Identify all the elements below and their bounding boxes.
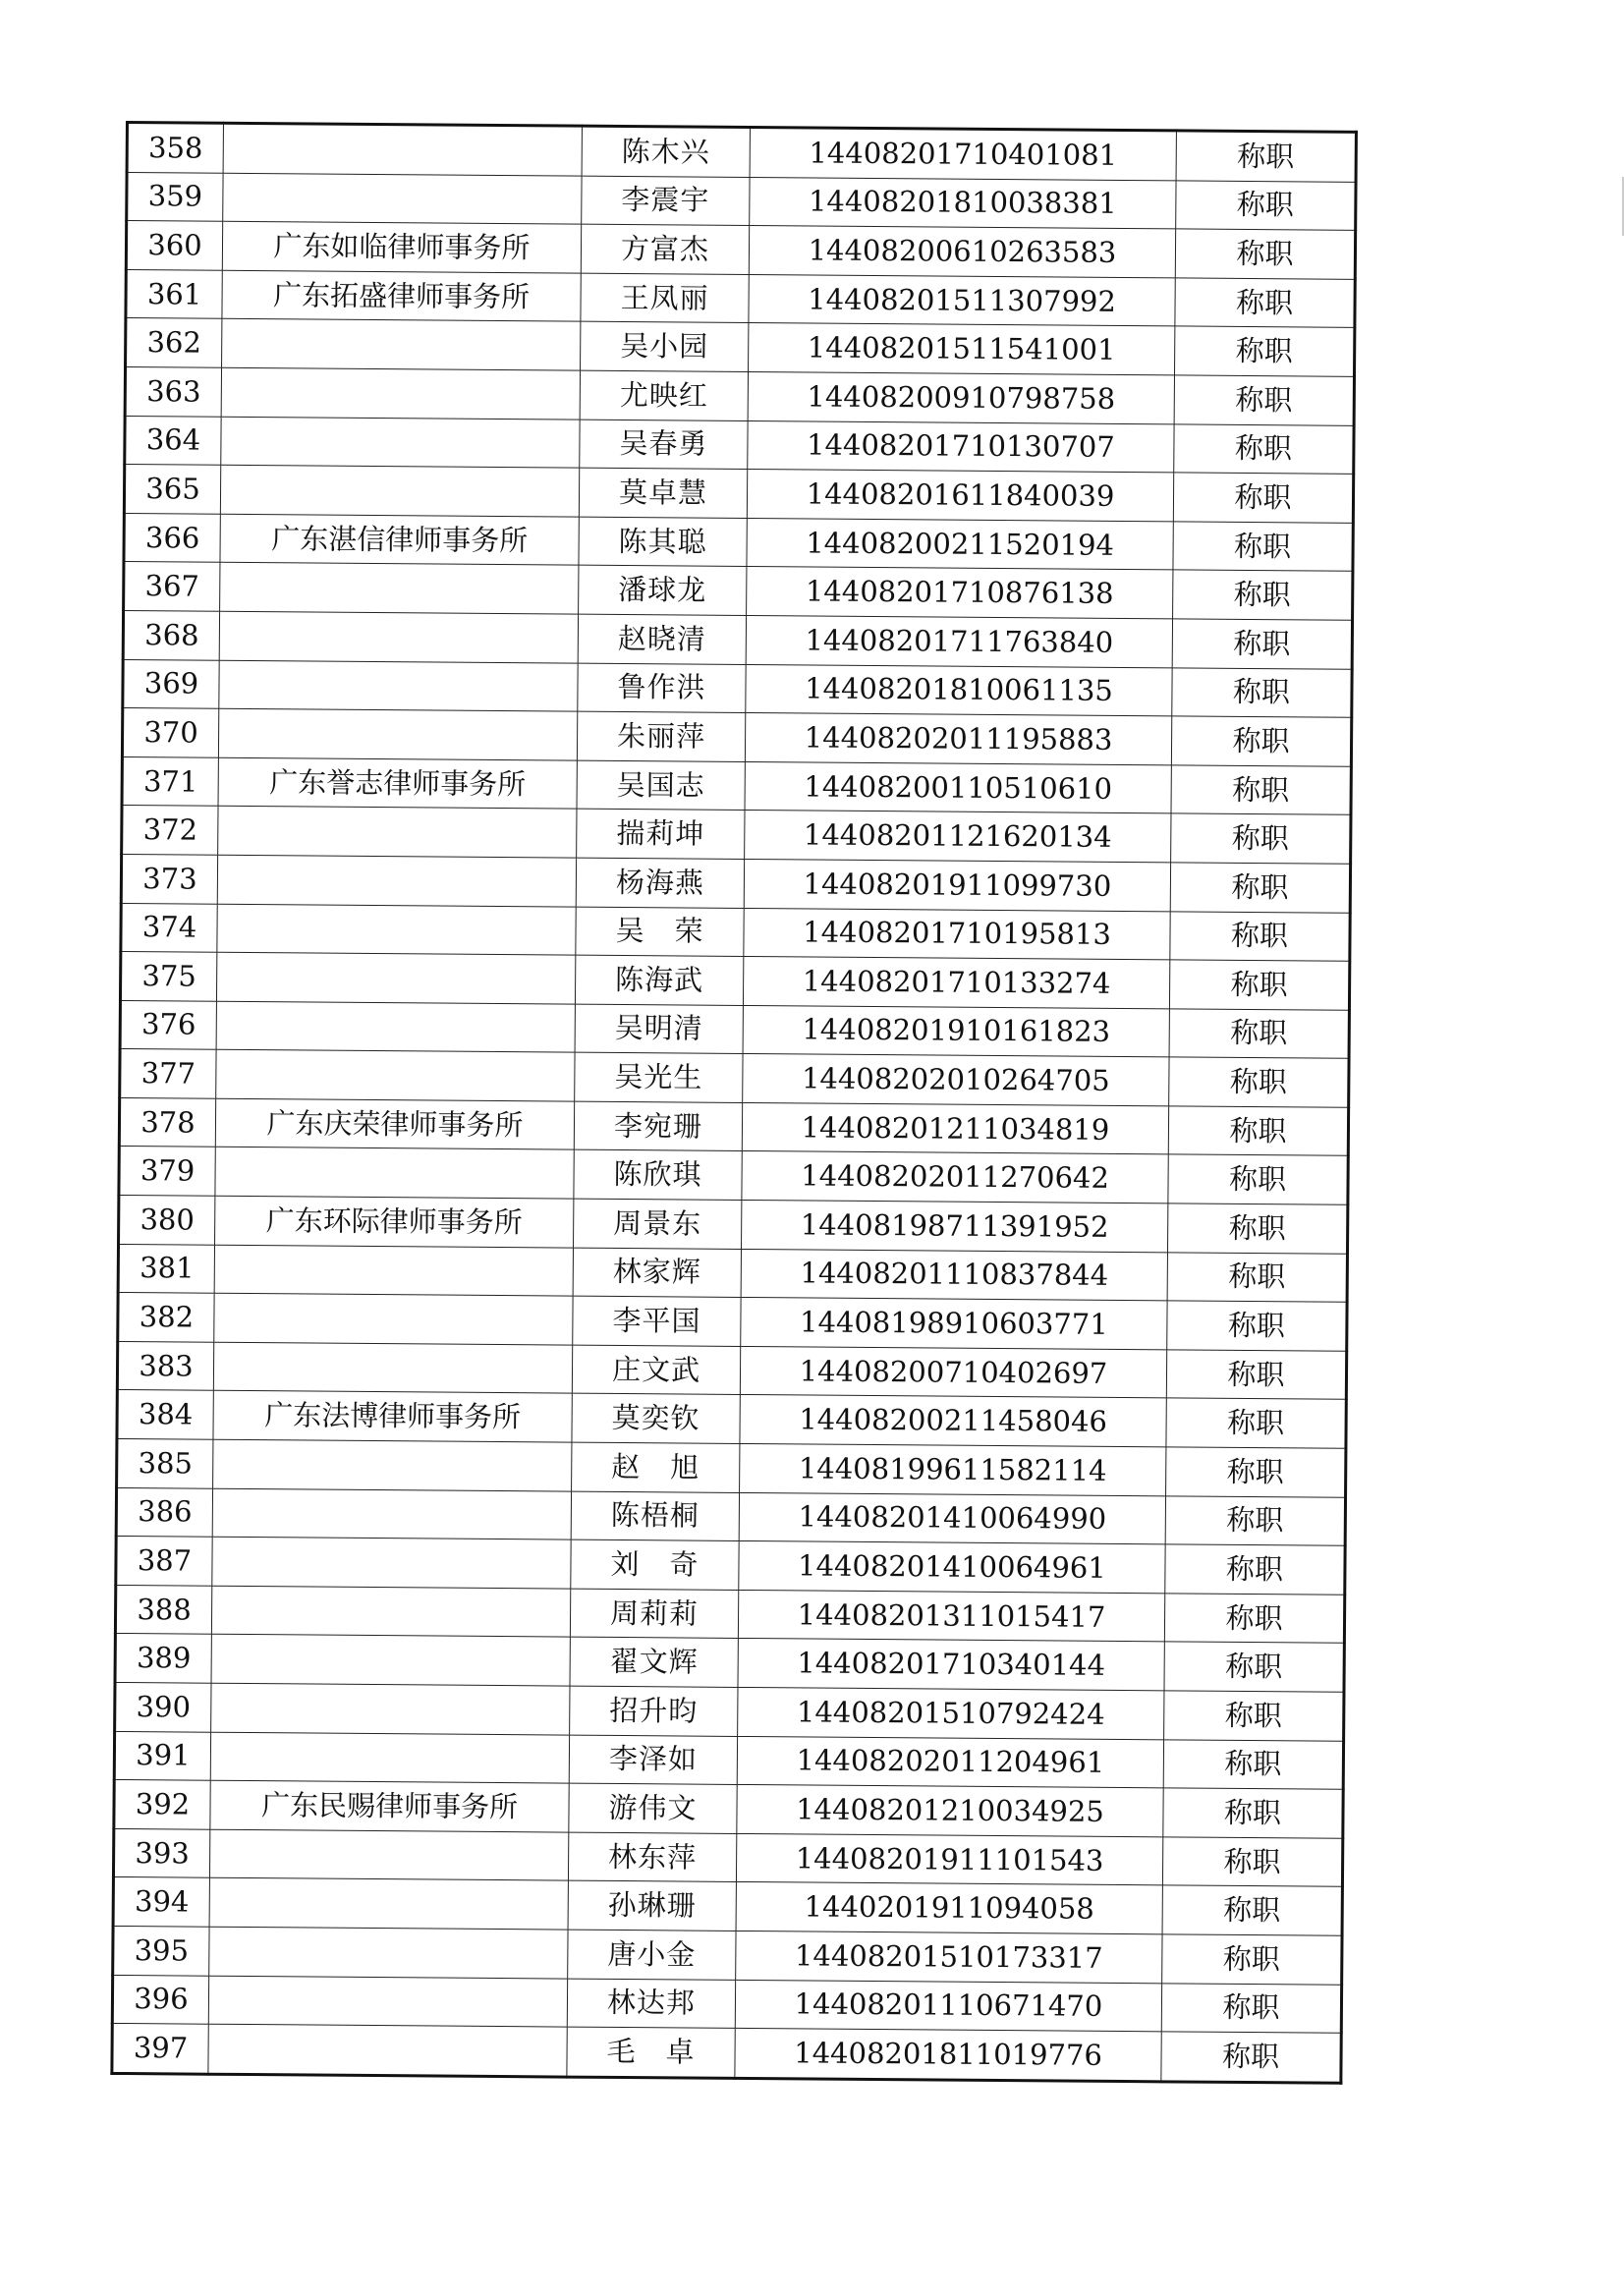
license-number: 14408201121620134 <box>745 811 1171 863</box>
lawyer-name: 陈海武 <box>575 955 743 1005</box>
evaluation-result: 称职 <box>1166 1447 1346 1497</box>
row-number: 368 <box>123 610 219 659</box>
license-number: 14408200610263583 <box>749 226 1175 278</box>
lawyer-name: 莫卓慧 <box>579 468 747 518</box>
law-firm-name <box>223 173 582 224</box>
row-number: 374 <box>121 903 217 952</box>
row-number: 367 <box>124 562 220 611</box>
lawyer-name: 唐小金 <box>568 1930 736 1980</box>
row-number: 364 <box>125 416 221 465</box>
license-number: 14408202011195883 <box>745 713 1171 765</box>
row-number: 387 <box>116 1537 212 1586</box>
law-firm-name <box>214 1245 573 1296</box>
lawyer-name: 招升昀 <box>570 1686 738 1736</box>
row-number: 389 <box>115 1634 211 1683</box>
row-number: 383 <box>117 1341 213 1390</box>
lawyer-name: 林达邦 <box>567 1979 735 2029</box>
license-number: 14408201911101543 <box>736 1833 1162 1885</box>
lawyer-name: 王凤丽 <box>581 273 749 323</box>
lawyer-name: 吴 荣 <box>576 907 744 957</box>
law-firm-name <box>211 1635 570 1686</box>
license-number: 14408201710876138 <box>747 567 1173 619</box>
lawyer-name: 林东萍 <box>568 1832 736 1882</box>
law-firm-name <box>218 807 577 858</box>
evaluation-result: 称职 <box>1171 716 1351 766</box>
lawyer-name: 吴国志 <box>577 760 745 811</box>
license-number: 14408201410064990 <box>739 1492 1165 1544</box>
evaluation-result: 称职 <box>1169 1057 1349 1107</box>
evaluation-result: 称职 <box>1171 813 1351 864</box>
lawyer-name: 李宛珊 <box>574 1101 742 1151</box>
lawyer-name: 陈欣琪 <box>574 1150 742 1201</box>
lawyer-name: 吴光生 <box>575 1052 743 1102</box>
evaluation-result: 称职 <box>1175 278 1355 328</box>
license-number: 14408201710340144 <box>738 1639 1164 1691</box>
license-number: 14408201710401081 <box>750 127 1176 180</box>
evaluation-result: 称职 <box>1168 1154 1348 1204</box>
row-number: 381 <box>118 1244 214 1293</box>
lawyer-name: 朱丽萍 <box>577 711 745 761</box>
law-firm-name: 广东民赐律师事务所 <box>210 1780 569 1831</box>
license-number: 14408201210034925 <box>737 1785 1163 1837</box>
evaluation-result: 称职 <box>1172 667 1352 717</box>
lawyer-name: 潘球龙 <box>579 565 747 615</box>
lawyer-name: 李平国 <box>573 1296 741 1346</box>
evaluation-result: 称职 <box>1161 2032 1341 2083</box>
row-number: 372 <box>122 806 218 855</box>
evaluation-result: 称职 <box>1169 1009 1349 1059</box>
row-number: 391 <box>114 1731 210 1780</box>
evaluation-result: 称职 <box>1173 473 1353 523</box>
law-firm-name <box>213 1439 572 1490</box>
license-number: 14408201711763840 <box>746 615 1172 667</box>
lawyer-name: 莫奕钦 <box>572 1394 740 1444</box>
lawyer-name: 揣莉坤 <box>577 809 745 859</box>
law-firm-name <box>212 1488 571 1539</box>
row-number: 385 <box>117 1439 213 1488</box>
row-number: 394 <box>113 1877 209 1927</box>
lawyer-name: 陈其聪 <box>579 517 747 567</box>
lawyer-name: 陈木兴 <box>582 126 750 177</box>
evaluation-result: 称职 <box>1174 375 1354 425</box>
row-number: 393 <box>113 1828 209 1877</box>
row-number: 378 <box>119 1097 215 1147</box>
law-firm-name <box>216 952 575 1003</box>
lawyer-name: 陈梧桐 <box>571 1491 739 1541</box>
license-number: 14408200710402697 <box>740 1346 1166 1398</box>
row-number: 370 <box>122 708 218 757</box>
evaluation-result: 称职 <box>1164 1691 1344 1741</box>
row-number: 386 <box>116 1487 212 1537</box>
law-firm-name <box>219 660 578 711</box>
evaluation-result: 称职 <box>1169 960 1349 1010</box>
license-number: 14408201511307992 <box>749 274 1175 326</box>
license-number: 14408201611840039 <box>747 470 1173 522</box>
license-number: 14408201110837844 <box>741 1249 1167 1301</box>
row-number: 382 <box>118 1293 214 1342</box>
lawyer-name: 赵晓清 <box>578 614 746 664</box>
license-number: 14408201510792424 <box>738 1687 1164 1739</box>
law-firm-name <box>208 1976 567 2027</box>
law-firm-name <box>216 1001 575 1052</box>
law-firm-name <box>218 708 577 759</box>
law-firm-name <box>223 123 582 175</box>
law-firm-name <box>221 367 580 419</box>
row-number: 384 <box>117 1390 213 1439</box>
evaluation-result: 称职 <box>1163 1739 1343 1789</box>
lawyer-name: 杨海燕 <box>576 858 744 908</box>
law-firm-name <box>217 855 576 906</box>
row-number: 396 <box>112 1975 208 2024</box>
license-number: 14408198910603771 <box>741 1298 1167 1350</box>
license-number: 14408201511541001 <box>749 323 1175 375</box>
evaluation-result: 称职 <box>1171 765 1351 815</box>
evaluation-result: 称职 <box>1162 1837 1342 1887</box>
lawyer-name: 毛 卓 <box>567 2027 735 2078</box>
evaluation-result: 称职 <box>1164 1642 1344 1692</box>
evaluation-result: 称职 <box>1168 1106 1348 1156</box>
evaluation-result: 称职 <box>1170 911 1350 961</box>
lawyer-name: 吴明清 <box>575 1004 743 1054</box>
license-number: 14408201211034819 <box>742 1102 1168 1154</box>
license-number: 14408202011270642 <box>742 1151 1168 1203</box>
law-firm-name <box>211 1586 570 1637</box>
lawyer-name: 林家辉 <box>573 1248 741 1298</box>
law-firm-name: 广东誉志律师事务所 <box>218 757 577 809</box>
evaluation-result: 称职 <box>1161 1983 1341 2033</box>
row-number: 362 <box>126 318 222 367</box>
lawyer-name: 李震宇 <box>582 176 750 226</box>
lawyer-name: 周莉莉 <box>570 1589 738 1639</box>
license-number: 14408201510173317 <box>736 1931 1162 1983</box>
evaluation-result: 称职 <box>1166 1350 1346 1400</box>
lawyer-name: 鲁作洪 <box>578 663 746 713</box>
license-number: 14408201810038381 <box>750 177 1176 229</box>
law-firm-name <box>221 417 580 468</box>
law-firm-name: 广东庆荣律师事务所 <box>215 1098 574 1149</box>
evaluation-result: 称职 <box>1164 1594 1344 1644</box>
lawyer-name: 庄文武 <box>572 1345 740 1395</box>
license-number: 14408201110671470 <box>735 1980 1161 2032</box>
law-firm-name: 广东法博律师事务所 <box>213 1391 572 1442</box>
lawyer-name: 周景东 <box>574 1199 742 1249</box>
evaluation-result: 称职 <box>1167 1301 1347 1351</box>
license-number: 14408202010264705 <box>743 1054 1169 1106</box>
row-number: 392 <box>114 1780 210 1829</box>
evaluation-result: 称职 <box>1174 423 1354 474</box>
row-number: 397 <box>112 2024 208 2074</box>
law-firm-name <box>210 1732 569 1783</box>
row-number: 375 <box>120 952 216 1001</box>
law-firm-name <box>212 1537 571 1588</box>
evaluation-result: 称职 <box>1165 1544 1345 1595</box>
row-number: 395 <box>113 1926 209 1975</box>
table-row <box>112 2024 1341 2083</box>
evaluation-result: 称职 <box>1174 326 1354 376</box>
row-number: 377 <box>120 1049 216 1098</box>
row-number: 359 <box>127 172 223 221</box>
evaluation-result: 称职 <box>1176 180 1356 230</box>
row-number: 371 <box>122 756 218 806</box>
row-number: 380 <box>119 1196 215 1245</box>
evaluation-result: 称职 <box>1165 1495 1345 1545</box>
evaluation-result: 称职 <box>1176 131 1356 182</box>
license-number: 14408200211458046 <box>740 1395 1166 1447</box>
law-firm-name <box>211 1683 570 1734</box>
license-number: 14408198711391952 <box>742 1201 1168 1253</box>
row-number: 369 <box>123 659 219 708</box>
license-number: 14408201311015417 <box>738 1590 1164 1642</box>
law-firm-name: 广东湛信律师事务所 <box>220 514 579 565</box>
row-number: 365 <box>124 465 220 514</box>
table-body <box>112 123 1357 2084</box>
law-firm-name <box>216 1050 575 1101</box>
license-number: 14408199611582114 <box>740 1443 1166 1495</box>
lawyer-name: 翟文辉 <box>570 1638 738 1688</box>
evaluation-result: 称职 <box>1167 1203 1347 1254</box>
lawyer-name: 尤映红 <box>580 370 748 420</box>
law-firm-name <box>209 1829 568 1880</box>
evaluation-result: 称职 <box>1175 229 1355 279</box>
row-number: 358 <box>127 123 223 173</box>
law-firm-name <box>217 904 576 955</box>
law-firm-name <box>220 563 579 614</box>
evaluation-result: 称职 <box>1166 1398 1346 1448</box>
law-firm-name <box>220 465 579 516</box>
law-firm-name: 广东环际律师事务所 <box>215 1196 574 1247</box>
row-number: 388 <box>115 1585 211 1634</box>
evaluation-result: 称职 <box>1173 522 1353 572</box>
row-number: 363 <box>125 366 221 416</box>
lawyer-evaluation-table <box>110 121 1358 2085</box>
row-number: 360 <box>126 221 222 270</box>
lawyer-name: 吴小园 <box>581 322 749 372</box>
law-firm-name <box>208 2024 567 2076</box>
license-number: 14408200110510610 <box>745 761 1171 813</box>
law-firm-name <box>213 1342 572 1393</box>
evaluation-result: 称职 <box>1163 1788 1343 1838</box>
lawyer-name: 孙琳珊 <box>568 1880 736 1931</box>
lawyer-name: 赵 旭 <box>572 1442 740 1492</box>
evaluation-result: 称职 <box>1172 619 1352 669</box>
license-number: 14408201810061135 <box>746 664 1172 716</box>
license-number: 1440201911094058 <box>736 1882 1162 1934</box>
license-number: 14408200211520194 <box>747 518 1173 570</box>
license-number: 14408201811019776 <box>735 2029 1161 2082</box>
lawyer-name: 方富杰 <box>581 224 749 274</box>
license-number: 14408200910798758 <box>748 371 1174 423</box>
law-firm-name <box>209 1927 568 1978</box>
license-number: 14408201910161823 <box>743 1005 1169 1057</box>
license-number: 14408201710195813 <box>744 908 1170 960</box>
evaluation-result: 称职 <box>1173 570 1353 620</box>
row-number: 373 <box>121 854 217 903</box>
evaluation-result: 称职 <box>1162 1885 1342 1935</box>
license-number: 14408201911099730 <box>744 859 1170 911</box>
evaluation-result: 称职 <box>1170 863 1350 913</box>
license-number: 14408201410064961 <box>739 1541 1165 1594</box>
license-number: 14408201710133274 <box>743 957 1169 1009</box>
evaluation-result: 称职 <box>1162 1934 1342 1985</box>
law-firm-name <box>209 1878 568 1930</box>
row-number: 361 <box>126 269 222 318</box>
law-firm-name: 广东拓盛律师事务所 <box>222 270 581 321</box>
law-firm-name <box>215 1148 574 1199</box>
row-number: 379 <box>119 1147 215 1196</box>
law-firm-name <box>214 1293 573 1344</box>
lawyer-name: 刘 奇 <box>571 1539 739 1590</box>
lawyer-name: 游伟文 <box>569 1783 737 1833</box>
law-firm-name <box>222 319 581 370</box>
law-firm-name <box>219 611 578 662</box>
row-number: 390 <box>115 1682 211 1731</box>
lawyer-name: 吴春勇 <box>580 420 748 470</box>
license-number: 14408202011204961 <box>737 1736 1163 1788</box>
row-number: 366 <box>124 513 220 562</box>
row-number: 376 <box>120 1000 216 1049</box>
license-number: 14408201710130707 <box>748 420 1174 473</box>
lawyer-name: 李泽如 <box>569 1735 737 1785</box>
law-firm-name: 广东如临律师事务所 <box>222 221 581 272</box>
evaluation-result: 称职 <box>1167 1253 1347 1303</box>
